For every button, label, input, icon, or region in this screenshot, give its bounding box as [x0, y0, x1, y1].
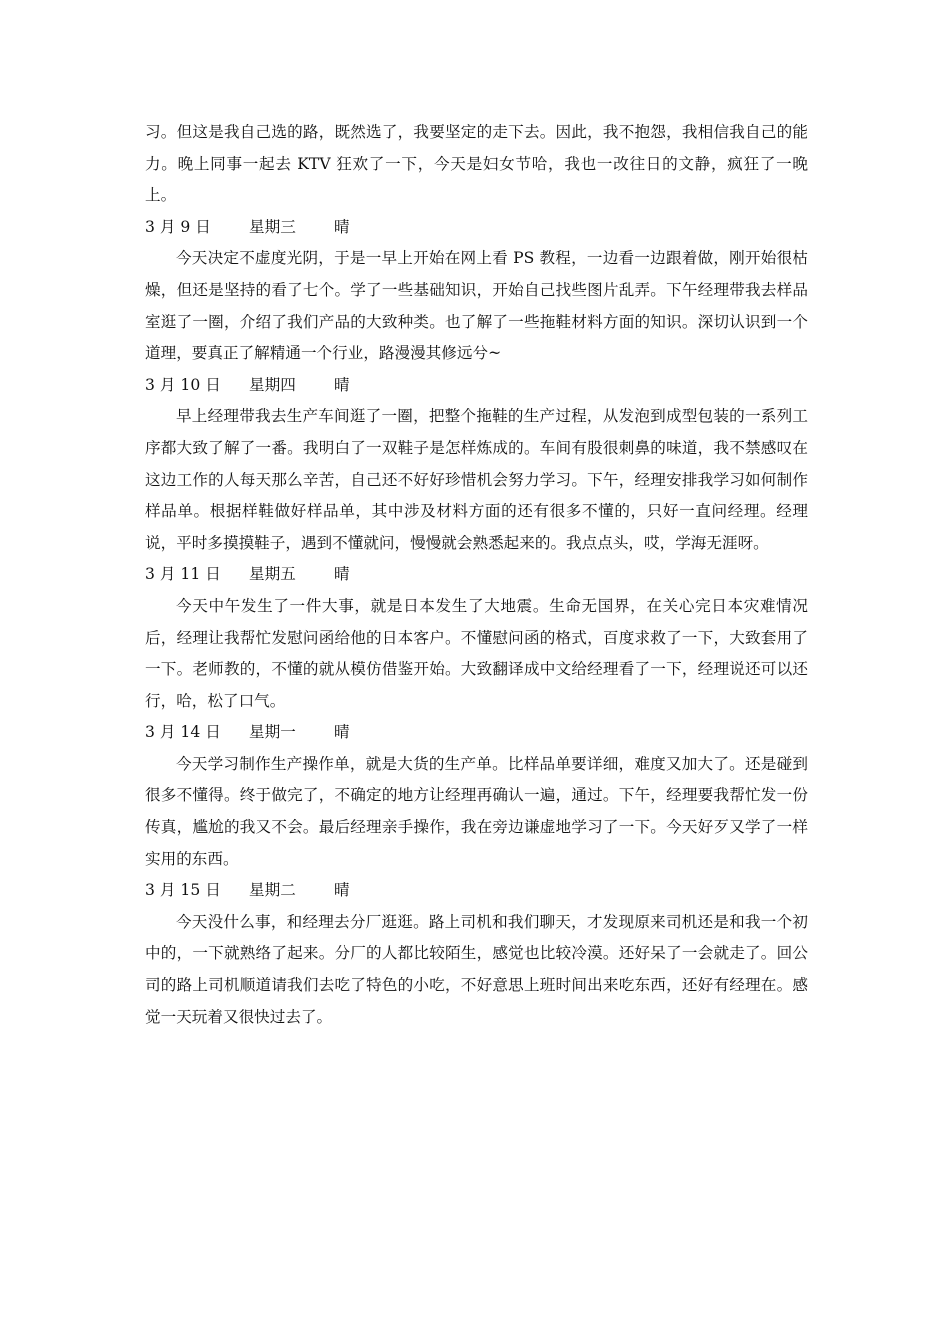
entry-date: 3 月 10 日: [145, 375, 221, 394]
entry-date: 3 月 9 日: [145, 217, 211, 236]
entry-weather: 晴: [334, 723, 350, 742]
intro-paragraph: 习。但这是我自己选的路，既然选了，我要坚定的走下去。因此，我不抱怨，我相信我自己的能力。晚上同事一起去 KTV 狂欢了一下，今天是妇女节哈，我也一改往日的文静，疯狂了一晚上。: [145, 123, 808, 205]
entry-text: 今天没什么事，和经理去分厂逛逛。路上司机和我们聊天，才发现原来司机还是和我一个初中的，一下就熟络了起来。分厂的人都比较陌生，感觉也比较冷漠。还好呆了一会就走了。回公司的路上司机顺道请我们去吃了特色的小吃，不好意思上班时间出来吃东西，还好有经理在。感觉一天玩着又很快过去了。: [145, 912, 808, 1026]
diary-entry: [145, 370, 808, 560]
entry-header: [145, 875, 808, 907]
diary-entry: [145, 559, 808, 717]
entry-date: 3 月 14 日: [145, 723, 221, 742]
entry-weekday: 星期一: [249, 723, 296, 742]
entry-text: 今天决定不虚度光阴，于是一早上开始在网上看 PS 教程，一边看一边跟着做，刚开始很枯燥，但还是坚持的看了七个。学了一些基础知识，开始自己找些图片乱弄。下午经理带我去样品室逛了一圈，介绍了我们产品的大致种类。也了解了一些拖鞋材料方面的知识。深切认识到一个道理，要真正了解精通一个行业，路漫漫其修远兮~: [145, 249, 808, 363]
diary-entry: [145, 717, 808, 875]
entry-weekday: 星期五: [249, 565, 296, 584]
entry-text: 早上经理带我去生产车间逛了一圈，把整个拖鞋的生产过程，从发泡到成型包装的一系列工序都大致了解了一番。我明白了一双鞋子是怎样炼成的。车间有股很刺鼻的味道，我不禁感叹在这边工作的人每天那么辛苦，自己还不好好珍惜机会努力学习。下午，经理安排我学习如何制作样品单。根据样鞋做好样品单，其中涉及材料方面的还有很多不懂的，只好一直问经理。经理说，平时多摸摸鞋子，遇到不懂就问，慢慢就会熟悉起来的。我点点头，哎，学海无涯呀。: [145, 407, 808, 552]
entry-weather: 晴: [334, 565, 350, 584]
entry-text: 今天中午发生了一件大事，就是日本发生了大地震。生命无国界，在关心完日本灾难情况后，经理让我帮忙发慰问函给他的日本客户。不懂慰问函的格式，百度求救了一下，大致套用了一下。老师教的，不懂的就从模仿借鉴开始。大致翻译成中文给经理看了一下，经理说还可以还行，哈，松了口气。: [145, 596, 808, 710]
entry-header: [145, 717, 808, 749]
entry-header: [145, 212, 808, 244]
entry-header: [145, 370, 808, 402]
diary-entry: [145, 212, 808, 370]
entry-text: 今天学习制作生产操作单，就是大货的生产单。比样品单要详细，难度又加大了。还是碰到很多不懂得。终于做完了，不确定的地方让经理再确认一遍，通过。下午，经理要我帮忙发一份传真，尴尬的我又不会。最后经理亲手操作，我在旁边谦虚地学习了一下。今天好歹又学了一样实用的东西。: [145, 754, 808, 868]
diary-entry: [145, 875, 808, 1033]
entry-weekday: 星期三: [249, 217, 296, 236]
document-page: [145, 117, 808, 1033]
entry-weather: 晴: [334, 217, 350, 236]
entry-weekday: 星期二: [249, 881, 296, 900]
entry-weather: 晴: [334, 881, 350, 900]
entry-header: [145, 559, 808, 591]
entry-date: 3 月 11 日: [145, 565, 221, 584]
entry-date: 3 月 15 日: [145, 881, 221, 900]
entry-weather: 晴: [334, 375, 350, 394]
entry-weekday: 星期四: [249, 375, 296, 394]
